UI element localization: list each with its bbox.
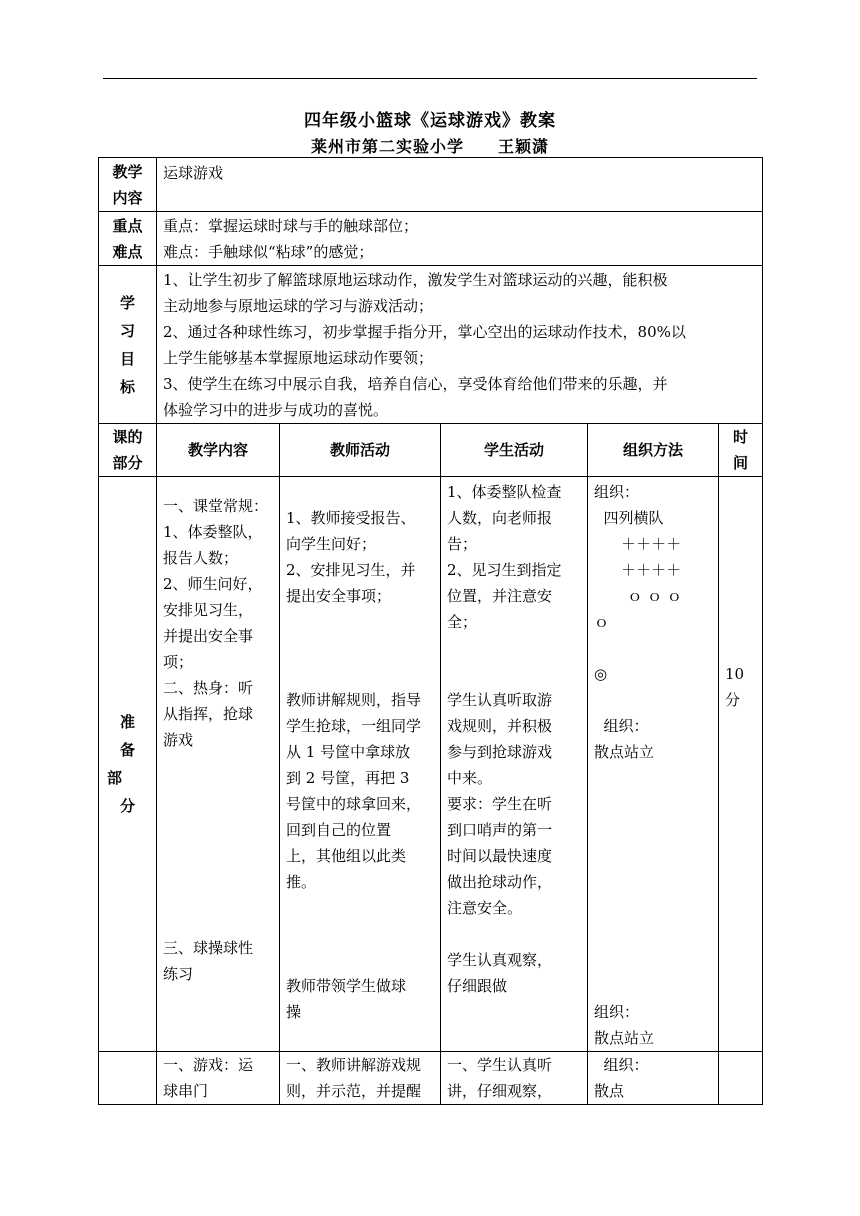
teacher-position-symbol: ◎	[594, 665, 608, 683]
prep-teacher-cell: 1、教师接受报告、 向学生问好； 2、安排见习生，并 提出安全事项； 教师讲解规则，指导 学生抢球，一组同学 从 1 号筐中拿球放 到 2 号筐，再把 3 号筐中的球拿回来， 回到自己的位置 上，其他组以此类 推。 教师带领学生做球 操	[280, 477, 441, 1052]
lesson-plan-table	[98, 157, 763, 1105]
main-student-cell: 一、学生认真听 讲，仔细观察，	[441, 1052, 588, 1105]
teaching-content-value: 运球游戏	[157, 158, 763, 212]
main-part-cell	[99, 1052, 157, 1105]
document-subtitle	[0, 134, 860, 157]
prep-student-cell: 1、体委整队检查 人数，向老师报 告； 2、见习生到指定 位置，并注意安 全； 学生认真听取游 戏规则，并积极 参与到抢球游戏 中来。 要求：学生在听 到口哨声的第一 时间以最快速度 做出抢球动作， 注意安全。 学生认真观察， 仔细跟做	[441, 477, 588, 1052]
author-name: 王颖潇	[498, 137, 550, 156]
label-learning-goals: 学 习 目 标	[99, 266, 157, 424]
header-org: 组织方法	[588, 424, 719, 477]
main-content-cell: 一、游戏：运 球串门	[157, 1052, 280, 1105]
column-header-row	[99, 424, 763, 477]
main-teacher-cell: 一、教师讲解游戏规 则，并示范，并提醒	[280, 1052, 441, 1105]
header-time: 时 间	[719, 424, 763, 477]
learning-goals-value: 1、让学生初步了解篮球原地运球动作，激发学生对篮球运动的兴趣，能积极 主动地参与原地运球的学习与游戏活动； 2、通过各种球性练习，初步掌握手指分开，掌心空出的运球动作技术，80%以 上学生能够基本掌握原地运球动作要领； 3、使学生在练习中展示自我，培养自信心，享受体育给他们带来的乐趣，并 体验学习中的进步与成功的喜悦。	[157, 266, 763, 424]
document-title: 四年级小篮球《运球游戏》教案	[304, 111, 556, 131]
formation-row-2: ＋＋＋＋	[594, 561, 682, 579]
row-key-points	[99, 212, 763, 266]
header-part: 课的 部分	[99, 424, 157, 477]
formation-row-1: ＋＋＋＋	[594, 535, 682, 553]
prep-time-cell: 10 分	[719, 477, 763, 1052]
row-prep-section	[99, 477, 763, 1052]
header-student: 学生活动	[441, 424, 588, 477]
label-teaching-content: 教学 内容	[99, 158, 157, 212]
row-learning-goals	[99, 266, 763, 424]
main-time-cell	[719, 1052, 763, 1105]
label-prep-part: 准 备 部 分	[99, 477, 157, 1052]
header-teacher: 教师活动	[280, 424, 441, 477]
row-teaching-content	[99, 158, 763, 212]
formation-dots: ｏ ｏ ｏ	[594, 587, 682, 605]
top-rule	[103, 78, 757, 79]
school-name: 莱州市第二实验小学	[310, 137, 464, 156]
label-key-points: 重点 难点	[99, 212, 157, 266]
prep-org-cell: 组织： 四列横队 ＋＋＋＋ ＋＋＋＋ ｏ ｏ ｏ ｏ ◎ 组织： 散点站立 组织： 散点站立	[588, 477, 719, 1052]
main-org-cell: 组织： 散点	[588, 1052, 719, 1105]
key-points-value: 重点：掌握运球时球与手的触球部位； 难点：手触球似“粘球”的感觉；	[157, 212, 763, 266]
row-main-section	[99, 1052, 763, 1105]
prep-content-cell: 一、课堂常规： 1、体委整队， 报告人数； 2、师生问好， 安排见习生， 并提出安全事 项； 二、热身：听 从指挥，抢球 游戏 三、球操球性 练习	[157, 477, 280, 1052]
header-content: 教学内容	[157, 424, 280, 477]
